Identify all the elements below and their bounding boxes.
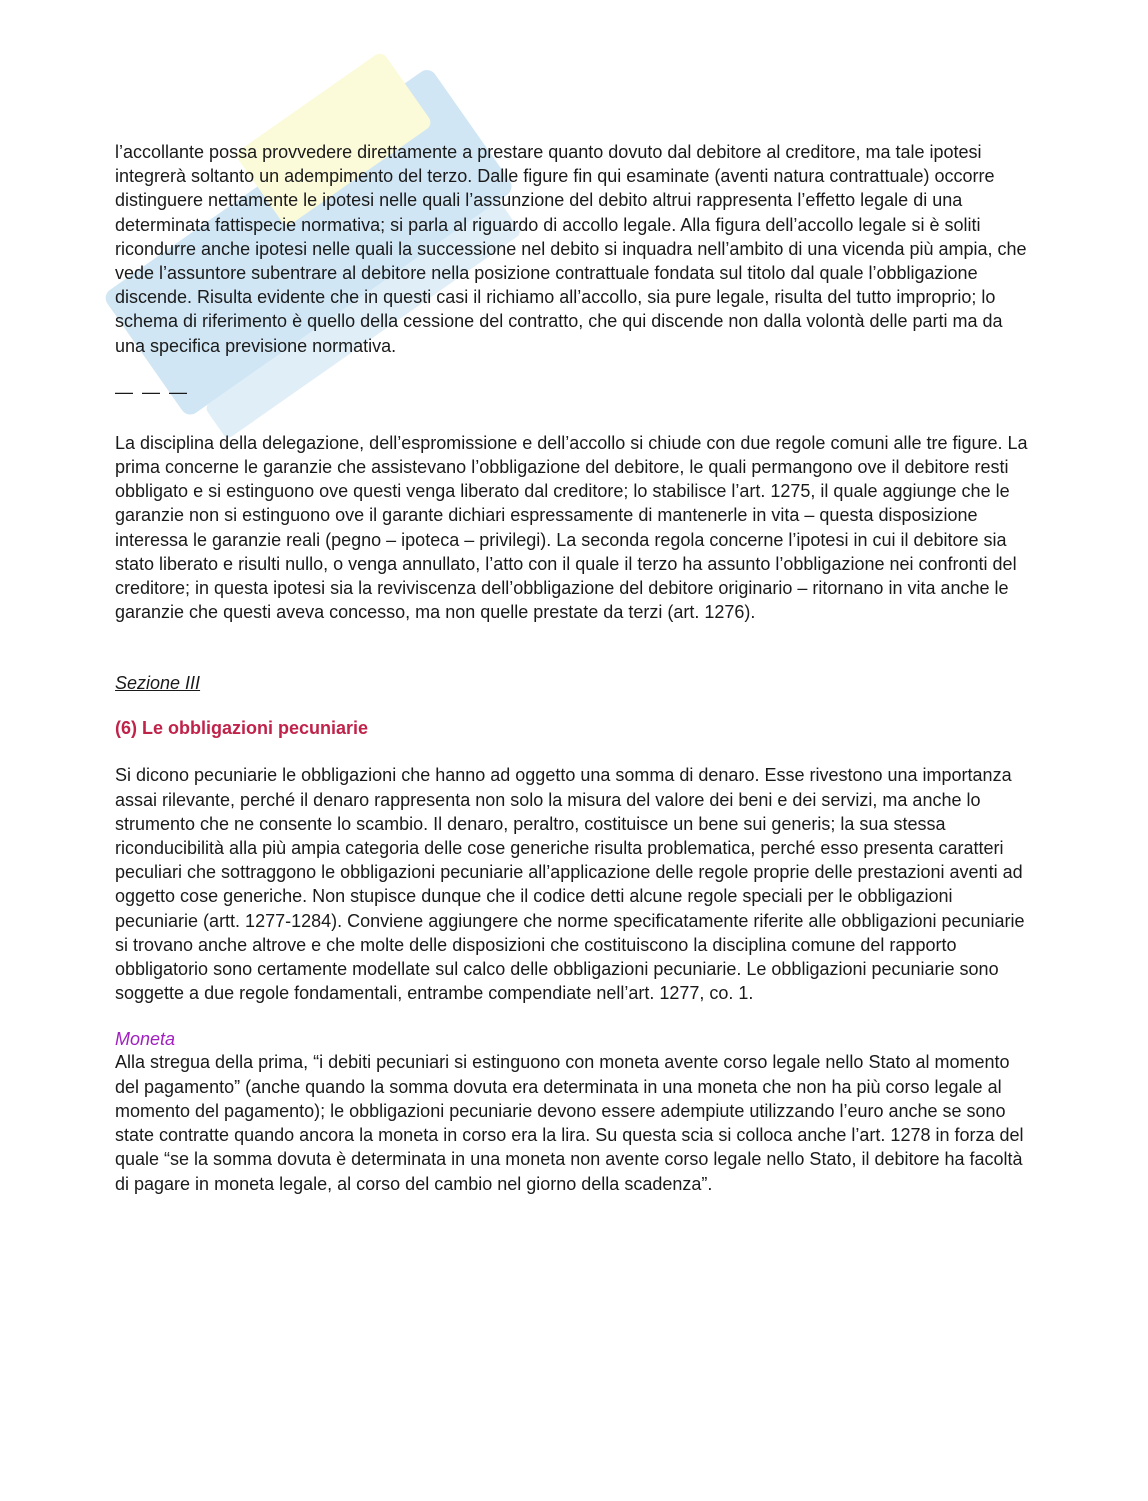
paragraph-accollo-legale: l’accollante possa provvedere direttamente a prestare quanto dovuto dal debitore al creditore, ma tale ipotesi integrerà soltanto un adempimento del terzo. Dalle figure fin qui esaminate (aventi natura contrattuale) occorre distinguere nettamente le ipotesi nelle quali l’assunzione del debito altrui rappresenta l’effetto legale di una determinata fattispecie normativa; si parla al riguardo di accollo legale. Alla figura dell’accollo legale si è soliti ricondurre anche ipotesi nelle quali la successione nel debito si inquadra nell’ambito di una vicenda più ampia, che vede l’assuntore subentrare al debitore nella posizione contrattuale fondata sul titolo dal quale l’obbligazione discende. Risulta evidente che in questi casi il richiamo all’accollo, sia pure legale, risulta del tutto improprio; lo schema di riferimento è quello della cessione del contratto, che qui discende non dalla volontà delle parti ma da una specifica previsione normativa. [115, 142, 1027, 356]
chapter-heading: (6) Le obbligazioni pecuniarie [115, 718, 369, 739]
document-page [115, 140, 1035, 1196]
section-separator: — — — [115, 381, 190, 402]
paragraph-obbligazioni-pecuniarie: Si dicono pecuniarie le obbligazioni che hanno ad oggetto una somma di denaro. Esse rivestono una importanza assai rilevante, perché il denaro rappresenta non solo la misura del valore dei beni e dei servizi, ma anche lo strumento che ne consente lo scambio. Il denaro, peraltro, costituisce un bene sui generis; la sua stessa riconducibilità alla più ampia categoria delle cose generiche risulta problematica, perché esso presenta caratteri peculiari che sottraggono le obbligazioni pecuniarie all’applicazione delle regole proprie delle prestazioni aventi ad oggetto cose generiche. Non stupisce dunque che il codice detti alcune regole speciali per le obbligazioni pecuniarie (artt. 1277-1284). Conviene aggiungere che norme specificatamente riferite alle obbligazioni pecuniarie si trovano anche altrove e che molte delle disposizioni che costituiscono la disciplina comune del rapporto obbligatorio sono certamente modellate sul calco delle obbligazioni pecuniarie. Le obbligazioni pecuniarie sono soggette a due regole fondamentali, entrambe compendiate nell’art. 1277, co. 1. [115, 765, 1025, 1004]
subheading-moneta: Moneta [115, 1029, 176, 1050]
section-label: Sezione III [115, 673, 201, 694]
paragraph-regole-comuni: La disciplina della delegazione, dell’espromissione e dell’accollo si chiude con due regole comuni alle tre figure. La prima concerne le garanzie che assistevano l’obbligazione del debitore, le quali permangono ove il debitore resti obbligato e si estinguono ove questi venga liberato dal creditore; lo stabilisce l’art. 1275, il quale aggiunge che le garanzie non si estinguono ove il garante dichiari espressamente di mantenerle in vita – questa disposizione interessa le garanzie reali (pegno – ipoteca – privilegi). La seconda regola concerne l’ipotesi in cui il debitore sia stato liberato e risulti nullo, o venga annullato, l’atto con il quale il terzo ha assunto l’obbligazione nei confronti del creditore; in questa ipotesi sia la reviviscenza dell’obbligazione del debitore originario – ritornano in vita anche le garanzie che questi aveva concesso, ma non quelle prestate da terzi (art. 1276). [115, 432, 1028, 623]
paragraph-moneta: Alla stregua della prima, “i debiti pecuniari si estinguono con moneta avente corso legale nello Stato al momento del pagamento” (anche quando la somma dovuta era determinata in una moneta che non ha più corso legale al momento del pagamento); le obbligazioni pecuniarie devono essere adempiute utilizzando l’euro anche se sono state contratte quando ancora la moneta in corso era la lira. Su questa scia si colloca anche l’art. 1278 in forza del quale “se la somma dovuta è determinata in una moneta non avente corso legale nello Stato, il debitore ha facoltà di pagare in moneta legale, al corso del cambio nel giorno della scadenza”. [115, 1052, 1024, 1194]
